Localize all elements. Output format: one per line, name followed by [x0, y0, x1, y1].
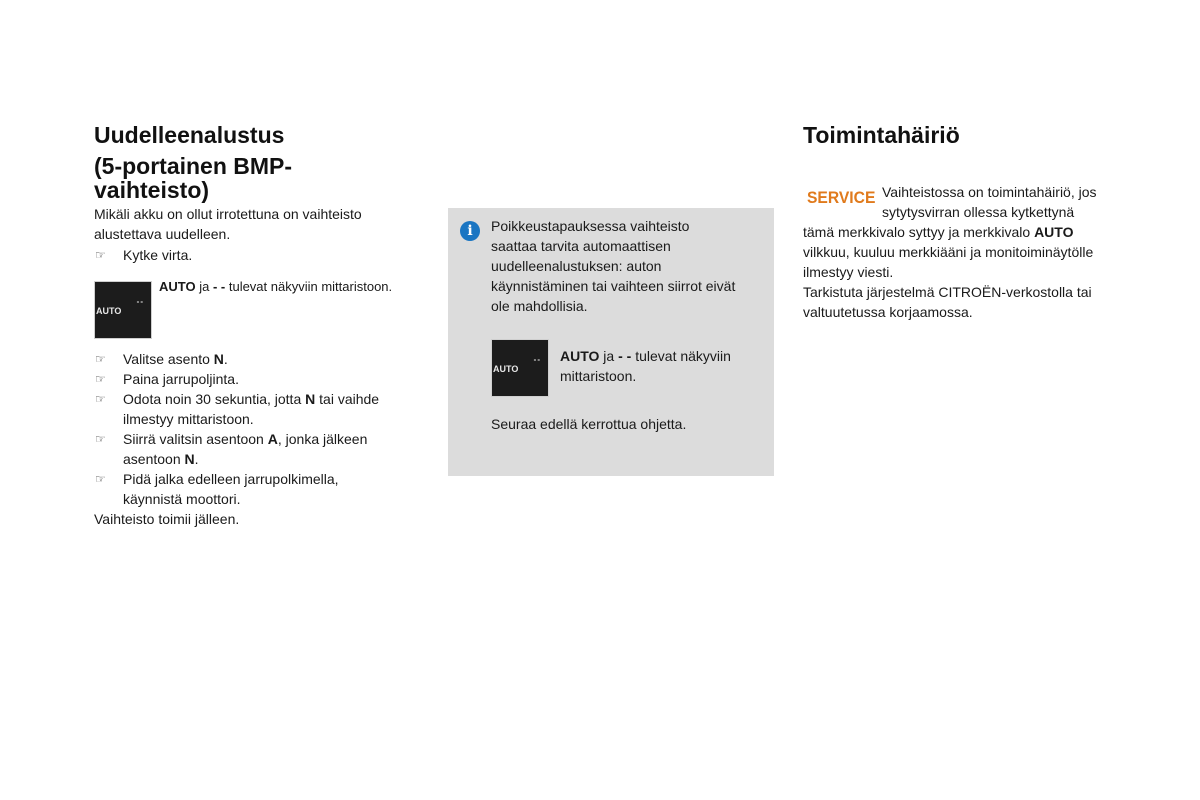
- list-item: [94, 349, 434, 369]
- dashes-indicator: --: [533, 355, 541, 364]
- step-text: Kytke virta.: [123, 247, 193, 263]
- list-item: [94, 369, 434, 389]
- step-text: .: [194, 451, 199, 467]
- step-text: Siirrä valitsin asentoon: [123, 431, 268, 447]
- hand-pointer-icon: ☞: [95, 372, 106, 386]
- caption-rest: mittaristoon.: [560, 368, 637, 384]
- dashes-label: - -: [618, 348, 632, 364]
- intro-paragraph: [94, 204, 434, 244]
- step-text: asentoon: [123, 451, 185, 467]
- caption-ja: ja: [195, 279, 213, 294]
- auto-label: AUTO: [1034, 224, 1074, 240]
- step-text: käynnistä moottori.: [123, 491, 241, 507]
- outro-text: Vaihteisto toimii jälleen.: [94, 511, 240, 527]
- malfunction-text: [803, 222, 1143, 322]
- title-line: (5-portainen BMP-: [94, 153, 293, 179]
- step-text: Odota noin 30 sekuntia, jotta: [123, 391, 306, 407]
- auto-label: AUTO: [560, 348, 600, 364]
- step-bold: A: [267, 431, 278, 447]
- auto-label: AUTO: [159, 279, 196, 294]
- step-text: Valitse asento: [123, 351, 214, 367]
- auto-indicator-label: AUTO: [96, 306, 122, 316]
- auto-indicator-image: [491, 339, 549, 397]
- intro-line: Mikäli akku on ollut irrotettuna on vaihteisto: [94, 206, 362, 222]
- hand-pointer-icon: ☞: [95, 432, 106, 446]
- step-text: Paina jarrupoljinta.: [123, 371, 239, 387]
- caption-ja: ja: [599, 348, 619, 364]
- dashes-indicator: --: [136, 297, 144, 306]
- info-indicator-caption: [560, 346, 770, 386]
- info-icon: i: [460, 221, 480, 241]
- auto-indicator-label: AUTO: [493, 364, 519, 374]
- info-line: Poikkeustapauksessa vaihteisto: [491, 218, 690, 234]
- malfunction-line: Vaihteistossa on toimintahäiriö, jos: [882, 184, 1097, 200]
- left-title: [94, 122, 292, 203]
- indicator-caption: [159, 278, 429, 296]
- info-line: ole mahdollisia.: [491, 298, 588, 314]
- info-follow-text: Seuraa edellä kerrottua ohjetta.: [491, 416, 687, 432]
- caption-rest: tulevat näkyviin mittaristoon.: [225, 279, 393, 294]
- auto-indicator-image: [94, 281, 152, 339]
- malfunction-line: valtuutetussa korjaamossa.: [803, 304, 973, 320]
- title-line: Uudelleenalustus: [94, 122, 285, 148]
- service-warning-icon: SERVICE: [807, 188, 876, 207]
- info-panel: [448, 208, 774, 476]
- malfunction-line: Tarkistuta järjestelmä CITROËN-verkostolla tai: [803, 284, 1092, 300]
- intro-line: alustettava uudelleen.: [94, 226, 231, 242]
- list-item: [94, 469, 434, 509]
- dashes-label: - -: [212, 279, 226, 294]
- caption-rest: tulevat näkyviin: [631, 348, 731, 364]
- step-text: Pidä jalka edelleen jarrupolkimella,: [123, 471, 339, 487]
- malfunction-title: Toimintahäiriö: [803, 122, 960, 148]
- info-line: uudelleenalustuksen: auton: [491, 258, 662, 274]
- step-bold: N: [213, 351, 224, 367]
- malfunction-line: vilkkuu, kuuluu merkkiääni ja monitoiminäytölle: [803, 244, 1094, 260]
- hand-pointer-icon: ☞: [95, 472, 106, 486]
- step-text: , jonka jälkeen: [277, 431, 368, 447]
- info-line: saattaa tarvita automaattisen: [491, 238, 671, 254]
- malfunction-line: [803, 222, 1143, 242]
- hand-pointer-icon: ☞: [95, 352, 106, 366]
- info-text: [491, 216, 771, 316]
- step-bold: N: [184, 451, 195, 467]
- malfunction-text-top: [882, 182, 1132, 222]
- hand-pointer-icon: ☞: [95, 248, 106, 262]
- malfunction-line: ilmestyy viesti.: [803, 264, 894, 280]
- malfunction-line: sytytysvirran ollessa kytkettynä: [882, 204, 1075, 220]
- title-line: vaihteisto): [94, 177, 210, 203]
- hand-pointer-icon: ☞: [95, 392, 106, 406]
- list-item: [94, 389, 434, 429]
- malfunction-text-part: tämä merkkivalo syttyy ja merkkivalo: [803, 224, 1035, 240]
- list-item: [94, 429, 434, 469]
- step-text: ilmestyy mittaristoon.: [123, 411, 254, 427]
- info-line: käynnistäminen tai vaihteen siirrot eivät: [491, 278, 736, 294]
- step-bold: N: [305, 391, 316, 407]
- step-text: tai vaihde: [315, 391, 380, 407]
- steps-list: [94, 349, 434, 529]
- step-text: .: [223, 351, 228, 367]
